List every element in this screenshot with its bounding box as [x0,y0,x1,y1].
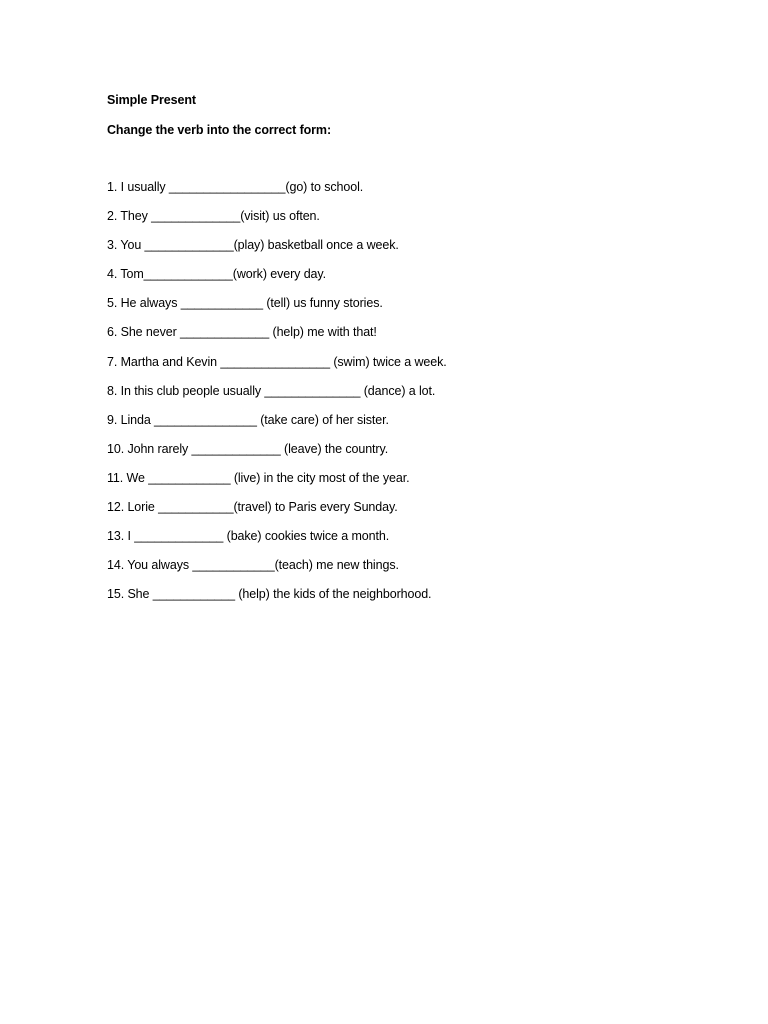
exercise-item-2: 2. They _____________(visit) us often. [107,209,320,224]
document-title: Simple Present [107,93,196,107]
exercise-item-4: 4. Tom_____________(work) every day. [107,267,326,282]
exercise-item-6: 6. She never _____________ (help) me with that! [107,325,377,340]
exercise-list [107,179,707,602]
exercise-item-12: 12. Lorie ___________(travel) to Paris every Sunday. [107,500,398,515]
exercise-item-11: 11. We ____________ (live) in the city most of the year. [107,470,410,485]
exercise-item-8: 8. In this club people usually ______________ (dance) a lot. [107,383,436,398]
exercise-item-5: 5. He always ____________ (tell) us funny stories. [107,296,383,311]
exercise-item-3: 3. You _____________(play) basketball once a week. [107,238,399,253]
exercise-instruction: Change the verb into the correct form: [107,123,332,137]
exercise-item-15: 15. She ____________ (help) the kids of the neighborhood. [107,587,432,602]
exercise-item-9: 9. Linda _______________ (take care) of her sister. [107,412,389,427]
document-body [107,92,707,615]
exercise-item-14: 14. You always ____________(teach) me new things. [107,558,399,573]
exercise-item-13: 13. I _____________ (bake) cookies twice a month. [107,529,390,544]
exercise-item-7: 7. Martha and Kevin ________________ (swim) twice a week. [107,354,447,369]
exercise-item-1: 1. I usually _________________(go) to school. [107,180,364,194]
exercise-item-10: 10. John rarely _____________ (leave) the country. [107,441,389,456]
